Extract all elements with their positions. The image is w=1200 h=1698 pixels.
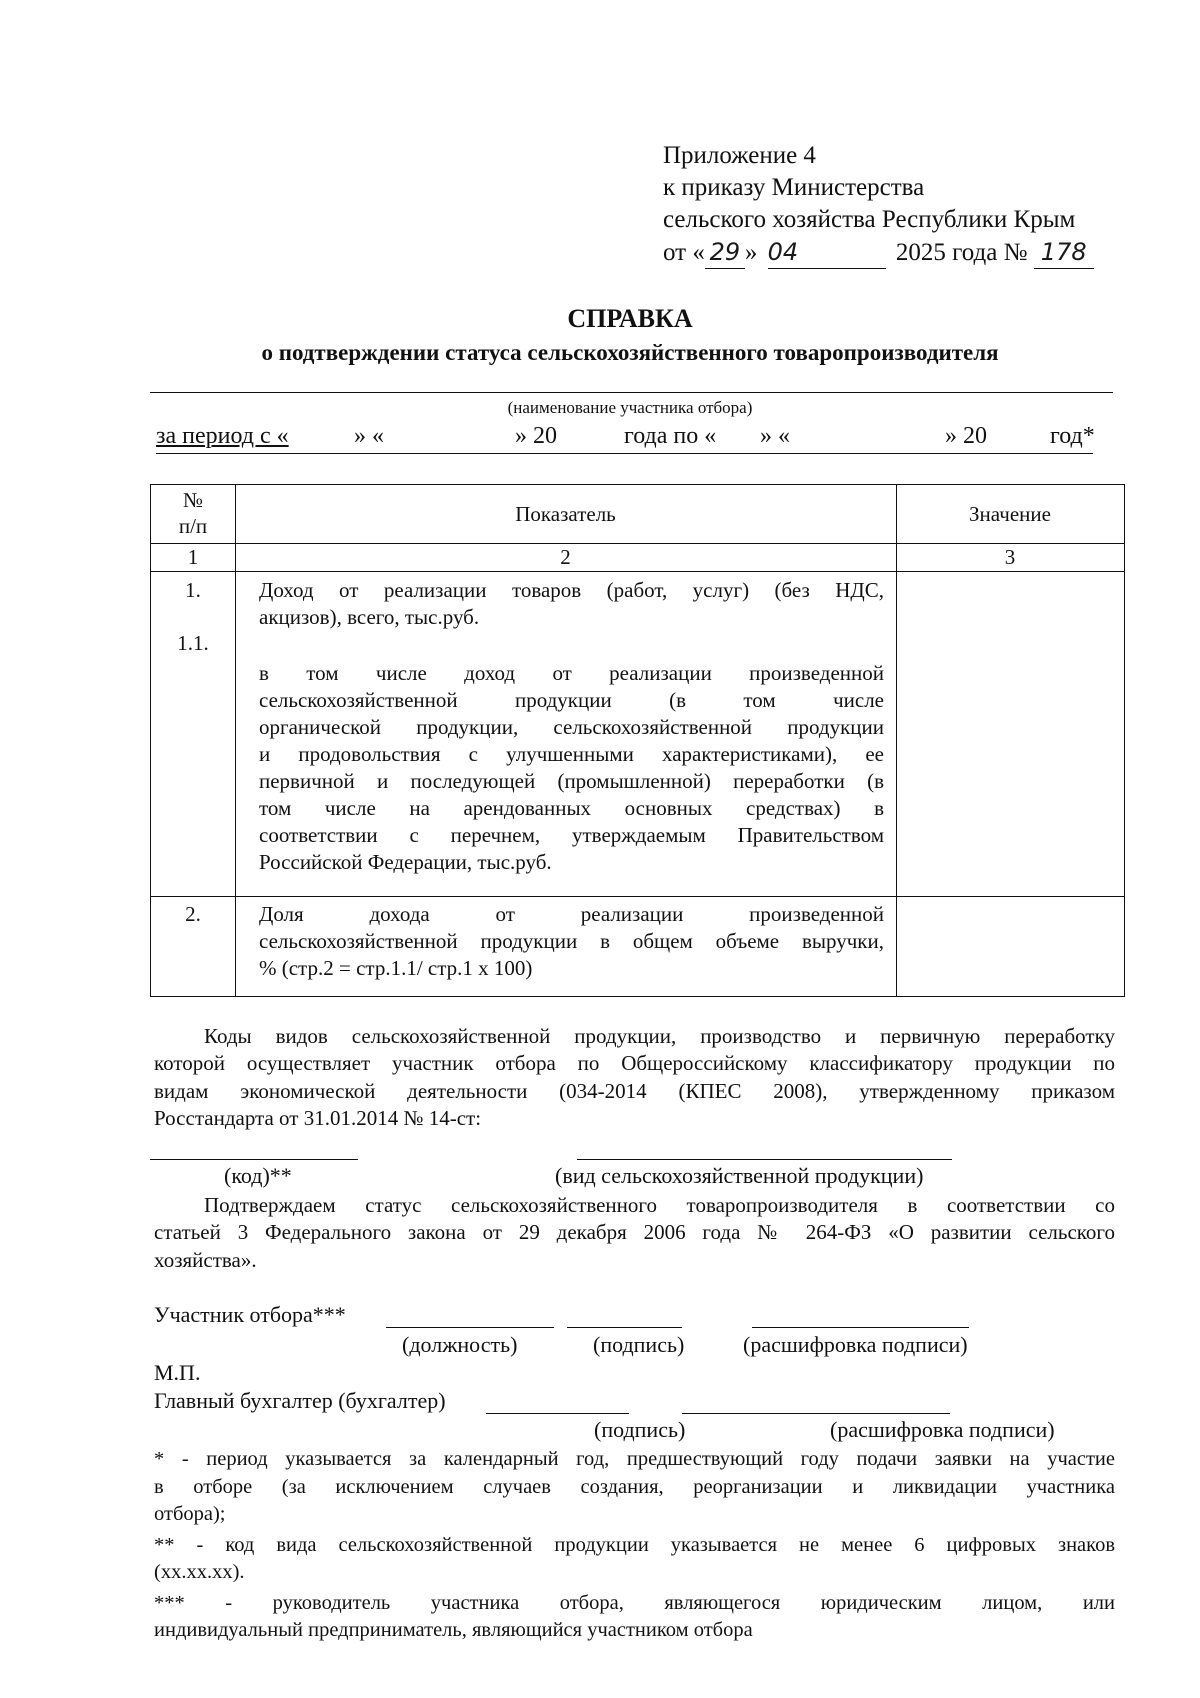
period-from-year: » 20 <box>515 423 557 449</box>
doc-title: СПРАВКА <box>567 304 693 333</box>
row-1-1-line: органической продукции, сельскохозяйственной продукции <box>259 715 884 739</box>
colnum-1: 1 <box>187 545 199 569</box>
stamp-label: М.П. <box>154 1360 201 1385</box>
table-row-divider <box>151 896 1124 897</box>
row-2-line: % (стр.2 = стр.1.1/ стр.1 х 100) <box>259 956 533 980</box>
product-kind-caption: (вид сельскохозяйственной продукции) <box>555 1163 924 1188</box>
footnote-2 <box>154 1532 1115 1587</box>
accountant-decoding-line <box>682 1413 950 1414</box>
footnote-1-line: в отборе (за исключением случаев создания, реорганизации и ликвидации участника <box>154 1475 1115 1498</box>
annex-line-3: сельского хозяйства Республики Крым <box>663 206 1076 233</box>
codes-paragraph <box>154 1023 1115 1132</box>
row-1-1-text <box>259 660 884 876</box>
position-blank-line <box>386 1327 554 1328</box>
header-value: Значение <box>969 502 1051 526</box>
decoding-caption: (расшифровка подписи) <box>743 1332 968 1357</box>
row-1-1-line: соответствии с перечнем, утверждаемым Правительством <box>259 823 884 847</box>
participant-name-line <box>150 392 1113 393</box>
participant-caption: (наименование участника отбора) <box>507 398 753 417</box>
code-caption: (код)** <box>224 1163 292 1188</box>
accountant-signature-line <box>486 1413 629 1414</box>
accountant-label: Главный бухгалтер (бухгалтер) <box>154 1388 446 1413</box>
annex-number: 178 <box>1034 237 1094 269</box>
confirm-line: статьей 3 Федерального закона от 29 декабря 2006 года № 264-ФЗ «О развитии сельского <box>154 1220 1115 1245</box>
period-underline <box>156 453 1093 454</box>
row-2-line: сельскохозяйственной продукции в общем объеме выручки, <box>259 929 884 953</box>
signature-caption: (подпись) <box>593 1332 685 1357</box>
period-to-sep: » « <box>760 423 790 449</box>
footnote-3-line: индивидуальный предприниматель, являющийся участником отбора <box>154 1619 753 1641</box>
confirm-paragraph <box>154 1192 1115 1274</box>
row-1-1-line: в том числе доход от реализации произведенной <box>259 661 884 685</box>
row-1-line: акцизов), всего, тыс.руб. <box>259 605 480 629</box>
footnote-1-line: отбора); <box>154 1503 226 1525</box>
annex-day: 29 <box>705 237 745 269</box>
row-1-line: Доход от реализации товаров (работ, услуг) (без НДС, <box>259 578 884 602</box>
doc-subtitle: о подтверждении статуса сельскохозяйственного товаропроизводителя <box>261 340 999 365</box>
row-1-1-line: сельскохозяйственной продукции (в том числе <box>259 688 884 712</box>
indicator-table <box>150 484 1125 997</box>
period-to-year: » 20 <box>945 423 987 449</box>
colnum-3: 3 <box>1004 545 1016 569</box>
period-year-label: год* <box>1050 423 1095 449</box>
codes-line: Коды видов сельскохозяйственной продукции, производство и первичную переработку <box>204 1024 1115 1048</box>
code-blank-line <box>150 1159 358 1160</box>
header-num-line-1: № <box>182 488 204 512</box>
annex-date-line <box>663 237 1094 269</box>
confirm-line: хозяйства». <box>154 1247 257 1272</box>
row-1-num: 1. <box>185 578 201 602</box>
row-1-1-line: том числе на арендованных основных средствах) в <box>259 796 884 820</box>
participant-label: Участник отбора*** <box>154 1302 346 1327</box>
annex-line-1: Приложение 4 <box>663 142 816 169</box>
annex-date-prefix: от « <box>663 239 705 266</box>
signature-blank-line <box>567 1327 682 1328</box>
codes-line: Росстандарта от 31.01.2014 № 14-ст: <box>154 1105 482 1130</box>
period-line <box>0 423 1200 457</box>
row-1-text <box>259 577 884 631</box>
table-colnum-divider <box>151 571 1124 572</box>
row-2-line: Доля дохода от реализации произведенной <box>259 902 884 926</box>
row-2-text <box>259 901 884 982</box>
colnum-2: 2 <box>560 545 571 569</box>
row-1-1-line: первичной и последующей (промышленной) переработки (в <box>259 769 884 793</box>
header-num-line-2: п/п <box>178 514 208 538</box>
row-1-1-line: Российской Федерации, тыс.руб. <box>259 850 552 874</box>
footnote-1 <box>154 1446 1115 1529</box>
footnote-2-line: (хх.хх.хх). <box>154 1561 245 1583</box>
period-from-sep: » « <box>354 423 384 449</box>
row-1-1-line: и продовольствия с улучшенными характеристиками), ее <box>259 742 884 766</box>
footnote-3-line: *** - руководитель участника отбора, являющегося юридическим лицом, или <box>154 1591 1115 1614</box>
period-from-label: за период с « <box>156 423 289 449</box>
product-kind-blank-line <box>577 1159 952 1160</box>
footnote-1-line: * - период указывается за календарный год, предшествующий году подачи заявки на участие <box>154 1448 1115 1470</box>
row-1-1-num: 1.1. <box>177 631 209 655</box>
codes-line: видам экономической деятельности (034-2014 (КПЕС 2008), утвержденному приказом <box>154 1078 1115 1103</box>
header-indicator: Показатель <box>515 502 616 526</box>
header-num <box>151 487 235 539</box>
annex-year-text: 2025 года № <box>895 239 1028 266</box>
row-2-num: 2. <box>185 902 201 926</box>
footnotes <box>154 1446 1115 1645</box>
confirm-line: Подтверждаем статус сельскохозяйственного товаропроизводителя в соответствии со <box>204 1193 1115 1217</box>
accountant-decoding-caption: (расшифровка подписи) <box>830 1417 1055 1442</box>
footnote-3 <box>154 1590 1115 1645</box>
annex-month: 04 <box>768 237 886 269</box>
annex-month-open: » <box>744 239 758 266</box>
codes-line: которой осуществляет участник отбора по Общероссийскому классификатору продукции по <box>154 1051 1115 1076</box>
footnote-2-line: ** - код вида сельскохозяйственной продукции указывается не менее 6 цифровых знаков <box>154 1533 1115 1556</box>
decoding-blank-line <box>752 1327 969 1328</box>
period-to-label: года по « <box>624 423 717 449</box>
position-caption: (должность) <box>402 1332 518 1357</box>
accountant-signature-caption: (подпись) <box>594 1417 686 1442</box>
annex-line-2: к приказу Министерства <box>663 174 925 201</box>
